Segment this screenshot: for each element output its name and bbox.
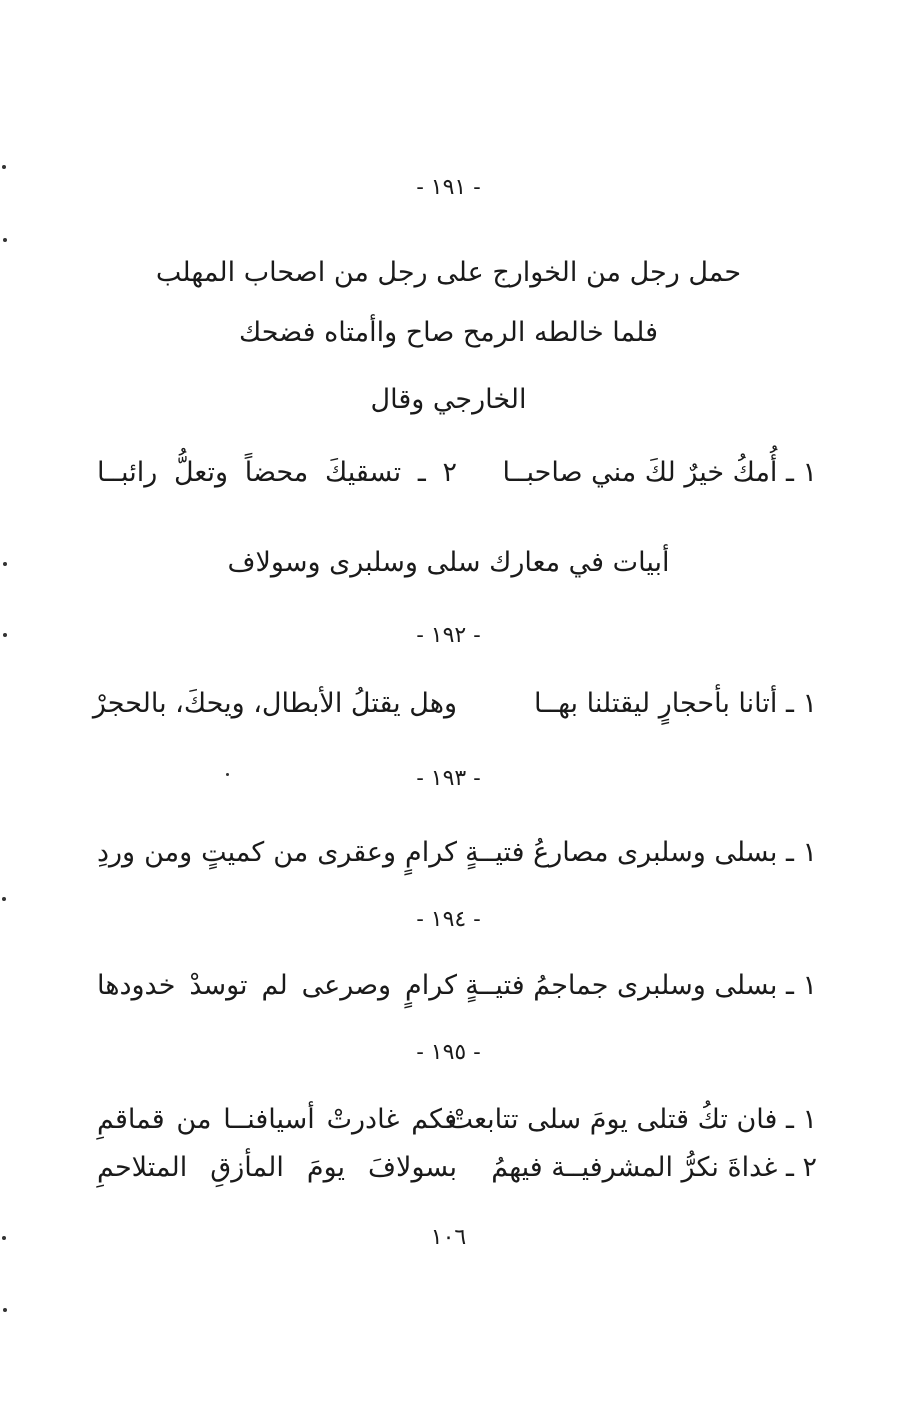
- scan-speck: [2, 1236, 6, 1240]
- section-number-192: - ١٩٢ -: [416, 623, 481, 648]
- section-heading: أبيات في معارك سلى وسلبرى وسولاف: [227, 547, 670, 578]
- section-number-193: - ١٩٣ -: [416, 766, 481, 791]
- scan-speck: [3, 562, 7, 566]
- hemistich: ١ ـ بسلى وسلبرى جماجمُ فتيــةٍ: [465, 970, 817, 1001]
- scan-speck: [226, 773, 229, 776]
- verse-191-1: [97, 453, 817, 493]
- section-number-194: - ١٩٤ -: [416, 907, 481, 932]
- scan-speck: [3, 238, 7, 242]
- verse-192-1: [92, 684, 817, 724]
- scan-speck: [2, 165, 6, 169]
- prose-line-3: الخارجي وقال: [370, 384, 527, 415]
- hemistich: ١ ـ بسلى وسلبرى مصارعُ فتيــةٍ: [465, 837, 817, 868]
- hemistich: ١ ـ فان تكُ قتلى يومَ سلى تتابعتْ: [447, 1104, 817, 1135]
- hemistich: بسولافَ يومَ المأزقِ المتلاحمِ: [97, 1152, 457, 1183]
- prose-line-2: فلما خالطه الرمح صاح واأمتاه فضحك: [239, 317, 658, 348]
- hemistich: فكم غادرتْ أسيافنــا من قماقمِ: [97, 1104, 457, 1135]
- verse-194-1: [97, 966, 817, 1006]
- scan-speck: [3, 1308, 7, 1312]
- hemistich: ١ ـ أُمكُ خيرٌ لكَ مني صاحبــا: [502, 457, 817, 488]
- hemistich: كرامٍ وعقرى من كميتٍ ومن وردِ: [97, 837, 457, 868]
- hemistich: ٢ ـ تسقيكَ محضاً وتعلُّ رائبــا: [97, 457, 457, 488]
- hemistich: ٢ ـ غداةَ نكرُّ المشرفيــة فيهمُ: [491, 1152, 817, 1183]
- section-number-195: - ١٩٥ -: [416, 1040, 481, 1065]
- verse-193-1: [97, 833, 817, 873]
- prose-line-1: حمل رجل من الخوارج على رجل من اصحاب المهلب: [155, 257, 742, 288]
- section-number-191: - ١٩١ -: [416, 175, 481, 200]
- page-number: ١٠٦: [430, 1225, 467, 1250]
- scan-speck: [2, 897, 6, 901]
- verse-195-1: [97, 1100, 817, 1140]
- hemistich: وهل يقتلُ الأبطال، ويحكَ، بالحجرْ: [92, 688, 457, 719]
- scan-speck: [3, 633, 7, 637]
- verse-195-2: [97, 1148, 817, 1188]
- hemistich: ١ ـ أتانا بأحجارٍ ليقتلنا بهــا: [534, 688, 817, 719]
- hemistich: كرامٍ وصرعى لم توسدْ خدودها: [97, 970, 457, 1001]
